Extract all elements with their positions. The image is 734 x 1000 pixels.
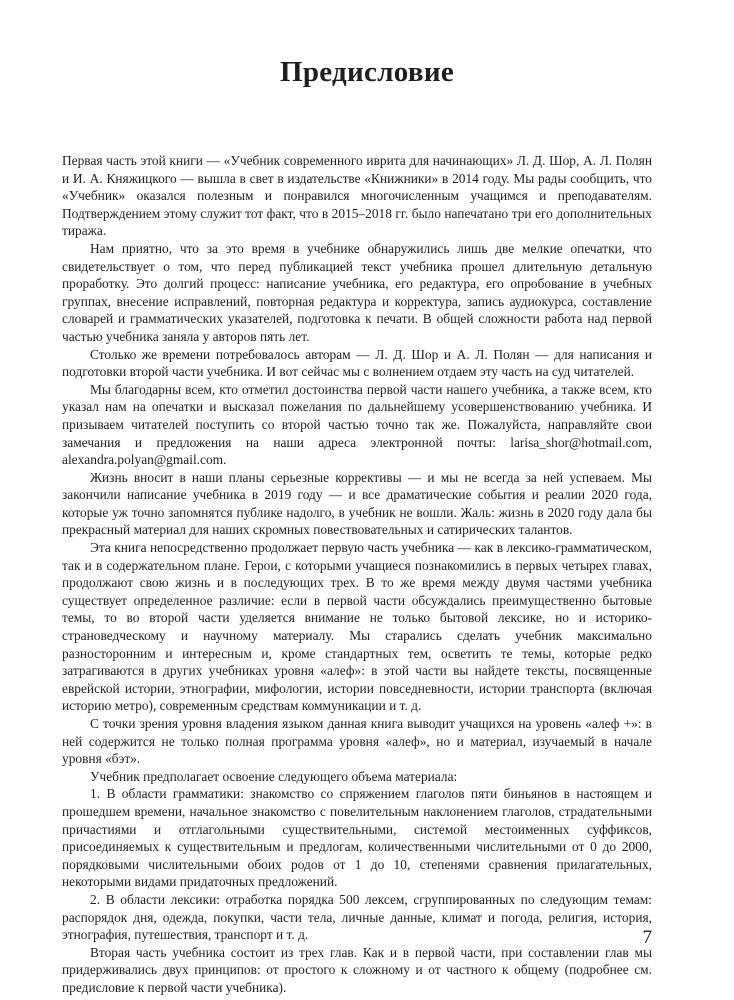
paragraph-1: Первая часть этой книги — «Учебник современного иврита для начинающих» Л. Д. Шор, А. Л. Полян и И. А. Княжицкого — вышла в свет в издательстве «Книжники» в 2014 году. Мы рады сообщить, что «Учебник» оказался полезным и понравился многочисленным учащимся и преподавателям. Подтверждением этому служит тот факт, что в 2015–2018 гг. было напечатано три его дополнительных тиража. — [62, 153, 652, 239]
paragraph-5: Жизнь вносит в наши планы серьезные коррективы — и мы не всегда за ней успеваем. Мы закончили написание учебника в 2019 году — и все драматические события и реалии 2020 года, которые уж точно запомнятся публике надолго, в учебник не вошли. Жаль: жизнь в 2020 году дала бы прекрасный материал для наших скромных повествовательных и сатирических талантов. — [62, 469, 652, 538]
paragraph-10: 2. В области лексики: отработка порядка 500 лексем, сгруппированных по следующим темам: распорядок дня, одежда, покупки, части тела, личные данные, климат и погода, религия, история, этнография, путешествия, транспорт и т. д. — [62, 891, 652, 943]
paragraph-11: Вторая часть учебника состоит из трех глав. Как и в первой части, при составлении глав мы придерживались двух принципов: от простого к сложному и от частного к общему (подробнее см. предисловие к первой части учебника). — [62, 944, 652, 995]
paragraph-4: Мы благодарны всем, кто отметил достоинства первой части нашего учебника, а также всем, кто указал нам на опечатки и высказал пожелания по дальнейшему усовершенствованию учебника. И призываем читателей поступить со второй частью точно так же. Пожалуйста, направляйте свои замечания и предложения на наши адреса электронной почты: larisa_shor@hotmail.com, alexandra.polyan@gmail.com. — [62, 381, 652, 468]
preface-body — [62, 152, 652, 997]
page-number: 7 — [642, 927, 652, 948]
paragraph-6: Эта книга непосредственно продолжает первую часть учебника — как в лексико-грамматическом, так и в содержательном плане. Герои, с которыми учащиеся познакомились в первых четырех главах, продолжают свою жизнь и в последующих трех. В то же время между двумя частями учебника существует определенное различие: если в первой части обсуждались преимущественно бытовые темы, то во второй части уделяется внимание не только бытовой лексике, но и историко-страноведческому и научному материалу. Мы старались сделать учебник максимально разносторонним и интересным и, кроме стандартных тем, осветить те темы, которые редко затрагиваются в других учебниках уровня «алеф»: в этой части вы найдете тексты, посвященные еврейской истории, этнографии, мифологии, истории повседневности, истории транспорта (включая историю метро), современным средствам коммуникации и т. д. — [62, 540, 652, 714]
paragraph-9: 1. В области грамматики: знакомство со спряжением глаголов пяти биньянов в настоящем и прошедшем времени, начальное знакомство с повелительным наклонением глаголов, страдательными причастиями и отглагольными существительными, системой местоименных суффиксов, присоединяемых к существительным и предлогам, количественными числительными от 0 до 2000, порядковыми числительными обоих родов от 1 до 10, степенями сравнения прилагательных, некоторыми видами придаточных предложений. — [62, 786, 652, 890]
paragraph-8: Учебник предполагает освоение следующего объема материала: — [90, 768, 458, 784]
page-title: Предисловие — [279, 56, 454, 88]
paragraph-3: Столько же времени потребовалось авторам — Л. Д. Шор и А. Л. Полян — для написания и подготовки второй части учебника. И вот сейчас мы с волнением отдаем эту часть на суд читателей. — [62, 346, 652, 380]
paragraph-2: Нам приятно, что за это время в учебнике обнаружились лишь две мелкие опечатки, что свидетельствует о том, что перед публикацией текст учебника прошел длительную детальную проработку. Это долгий процесс: написание учебника, его редактура, его опробование в учебных группах, внесение исправлений, повторная редактура и корректура, запись аудиокурса, составление словарей и грамматических указателей, подготовка к печати. В общей сложности работа над первой частью учебника заняла у авторов пять лет. — [62, 240, 652, 344]
paragraph-7: С точки зрения уровня владения языком данная книга выводит учащихся на уровень «алеф +»: в ней содержится не только полная программа уровня «алеф», но и материал, изучаемый в начале уровня «бэт». — [62, 716, 652, 767]
